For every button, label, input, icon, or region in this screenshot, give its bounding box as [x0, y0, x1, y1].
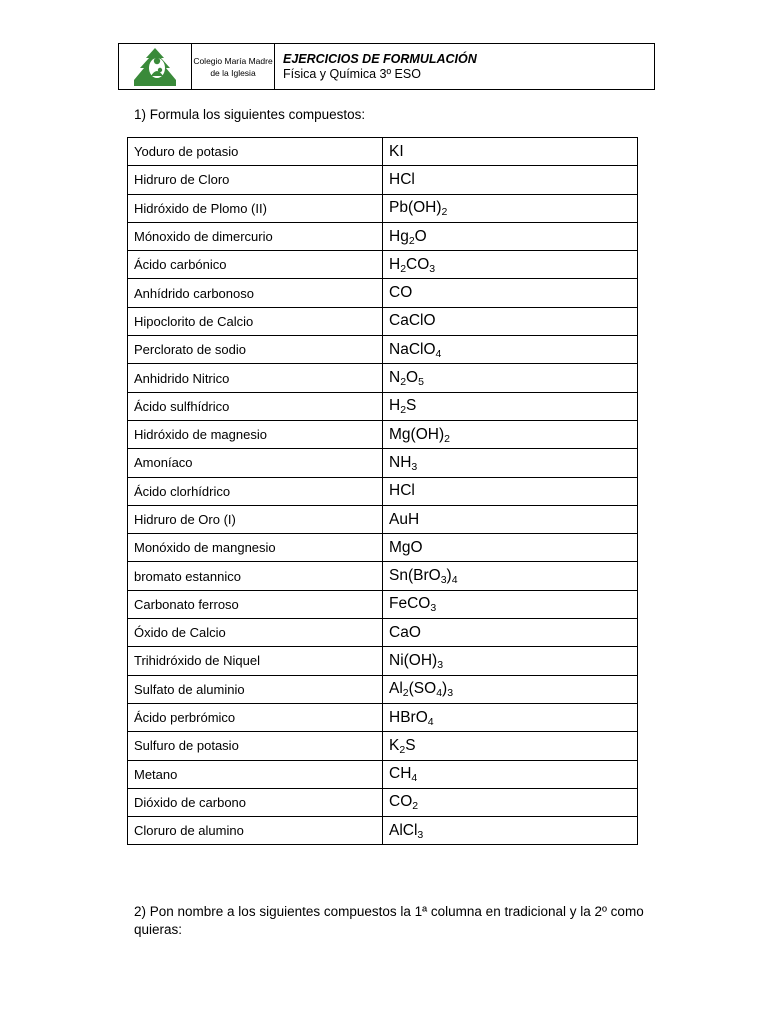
compound-formula: [383, 619, 638, 647]
compound-formula: [383, 760, 638, 788]
compound-name: Metano: [128, 760, 383, 788]
formula-subscript: 3: [437, 658, 444, 671]
table-row: [128, 166, 638, 194]
compound-name: Sulfuro de potasio: [128, 732, 383, 760]
compound-name: Perclorato de sodio: [128, 336, 383, 364]
formula-text: S: [406, 397, 417, 415]
formula-subscript: 3: [430, 602, 437, 615]
formula-subscript: 3: [447, 687, 454, 700]
formula-subscript: 2: [444, 432, 450, 445]
formula-subscript: 4: [451, 574, 458, 587]
table-row: [128, 138, 638, 166]
compound-name: Sulfato de aluminio: [128, 675, 383, 703]
school-name: [192, 44, 275, 89]
compound-name: Cloruro de alumino: [128, 817, 383, 845]
formula-text: AuH: [389, 510, 420, 528]
school-logo-icon: [130, 46, 180, 88]
table-row: [128, 675, 638, 703]
table-row: [128, 477, 638, 505]
table-row: [128, 392, 638, 420]
formula-subscript: 4: [436, 687, 443, 700]
formula-text: FeCO: [389, 595, 431, 613]
compound-name: Ácido carbónico: [128, 251, 383, 279]
compound-formula: [383, 392, 638, 420]
table-row: [128, 703, 638, 731]
formula-text: CaO: [389, 623, 421, 641]
compound-name: Ácido clorhídrico: [128, 477, 383, 505]
formula-text: H: [389, 255, 401, 273]
formula-subscript: 4: [435, 347, 442, 360]
formula-text: Mg(OH): [389, 425, 445, 443]
compound-formula: [383, 788, 638, 816]
compound-name: Mónoxido de dimercurio: [128, 222, 383, 250]
formula-text: ): [442, 680, 448, 698]
compound-formula: [383, 138, 638, 166]
compound-name: Ácido perbrómico: [128, 703, 383, 731]
table-row: [128, 279, 638, 307]
table-row: [128, 307, 638, 335]
compound-formula: [383, 477, 638, 505]
compound-formula: [383, 336, 638, 364]
formula-text: H: [389, 397, 401, 415]
table-row: [128, 590, 638, 618]
formula-text: AlCl: [389, 821, 418, 839]
formulas-table-body: [128, 138, 638, 845]
title-cell: [275, 44, 654, 89]
compound-name: Hipoclorito de Calcio: [128, 307, 383, 335]
compound-name: Hidruro de Cloro: [128, 166, 383, 194]
compound-name: Amoníaco: [128, 449, 383, 477]
formula-text: CaClO: [389, 312, 436, 330]
compound-name: Yoduro de potasio: [128, 138, 383, 166]
compound-formula: [383, 590, 638, 618]
compound-name: Óxido de Calcio: [128, 619, 383, 647]
table-row: [128, 449, 638, 477]
compound-formula: [383, 222, 638, 250]
formula-text: (SO: [408, 680, 437, 698]
compound-formula: [383, 364, 638, 392]
compound-name: Monóxido de mangnesio: [128, 534, 383, 562]
logo-cell: [119, 44, 192, 89]
compound-name: Hidróxido de Plomo (II): [128, 194, 383, 222]
compound-formula: [383, 307, 638, 335]
formula-text: MgO: [389, 538, 423, 556]
compound-name: bromato estannico: [128, 562, 383, 590]
compound-name: Hidróxido de magnesio: [128, 420, 383, 448]
formula-subscript: 4: [427, 715, 434, 728]
formula-text: Ni(OH): [389, 651, 438, 669]
formula-text: ): [446, 567, 452, 585]
formula-text: Al: [389, 680, 403, 698]
table-row: [128, 194, 638, 222]
compound-formula: [383, 279, 638, 307]
formula-subscript: 2: [412, 800, 419, 813]
formula-text: O: [414, 227, 427, 245]
question-1: 1) Formula los siguientes compuestos:: [134, 107, 366, 122]
formula-subscript: 3: [411, 460, 418, 473]
document-title: EJERCICIOS DE FORMULACIÓN: [283, 51, 477, 66]
formula-text: S: [405, 736, 416, 754]
compound-formula: [383, 505, 638, 533]
table-row: [128, 336, 638, 364]
table-row: [128, 619, 638, 647]
school-name-line2: de la Iglesia: [210, 67, 256, 78]
table-row: [128, 732, 638, 760]
formula-text: CO: [406, 255, 430, 273]
compound-formula: [383, 534, 638, 562]
formula-subscript: 2: [402, 687, 409, 700]
table-row: [128, 534, 638, 562]
formula-text: NaClO: [389, 340, 436, 358]
formula-subscript: 2: [441, 206, 448, 219]
table-row: [128, 364, 638, 392]
compound-formula: [383, 194, 638, 222]
table-row: [128, 222, 638, 250]
formula-subscript: 2: [408, 234, 415, 247]
compound-name: Trihidróxido de Niquel: [128, 647, 383, 675]
table-row: [128, 760, 638, 788]
formula-text: CO: [389, 793, 413, 811]
formula-subscript: 4: [411, 772, 418, 785]
compound-formula: [383, 732, 638, 760]
compound-name: Anhídrido carbonoso: [128, 279, 383, 307]
table-row: [128, 647, 638, 675]
compound-formula: [383, 562, 638, 590]
formula-subscript: 3: [440, 574, 447, 587]
formula-subscript: 3: [429, 262, 436, 275]
compound-name: Anhidrido Nitrico: [128, 364, 383, 392]
formula-text: CO: [389, 284, 413, 302]
formula-text: CH: [389, 765, 412, 783]
compound-formula: [383, 166, 638, 194]
compound-formula: [383, 703, 638, 731]
table-row: [128, 420, 638, 448]
table-row: [128, 505, 638, 533]
formula-subscript: 2: [399, 743, 406, 756]
compound-name: Hidruro de Oro (I): [128, 505, 383, 533]
formula-subscript: 5: [418, 376, 424, 389]
formula-text: HCl: [389, 482, 415, 500]
compound-name: Ácido sulfhídrico: [128, 392, 383, 420]
table-row: [128, 817, 638, 845]
compound-name: Dióxido de carbono: [128, 788, 383, 816]
question-2: 2) Pon nombre a los siguientes compuestos la 1ª columna en tradicional y la 2º como quieras:: [134, 904, 644, 937]
formula-text: Pb(OH): [389, 199, 442, 217]
compound-formula: [383, 647, 638, 675]
compound-formula: [383, 251, 638, 279]
formulas-table: [127, 137, 638, 845]
formula-subscript: 2: [400, 404, 407, 417]
table-row: [128, 251, 638, 279]
formula-text: HCl: [389, 170, 415, 188]
formula-text: HBrO: [389, 708, 428, 726]
document-header: [118, 43, 655, 90]
formula-subscript: 2: [400, 262, 407, 275]
formula-text: O: [406, 369, 419, 387]
compound-formula: [383, 817, 638, 845]
table-row: [128, 562, 638, 590]
formula-text: NH: [389, 453, 412, 471]
compound-formula: [383, 420, 638, 448]
compound-formula: [383, 675, 638, 703]
document-subtitle: Física y Química 3º ESO: [283, 66, 421, 81]
formula-text: Hg: [389, 227, 409, 245]
formula-text: Sn(BrO: [389, 567, 441, 585]
formula-text: KI: [389, 142, 404, 160]
formula-text: N: [389, 369, 401, 387]
compound-name: Carbonato ferroso: [128, 590, 383, 618]
compound-formula: [383, 449, 638, 477]
formula-text: K: [389, 736, 400, 754]
formula-subscript: 3: [417, 828, 424, 841]
formula-subscript: 2: [400, 376, 407, 389]
school-name-line1: Colegio María Madre: [193, 55, 273, 66]
table-row: [128, 788, 638, 816]
